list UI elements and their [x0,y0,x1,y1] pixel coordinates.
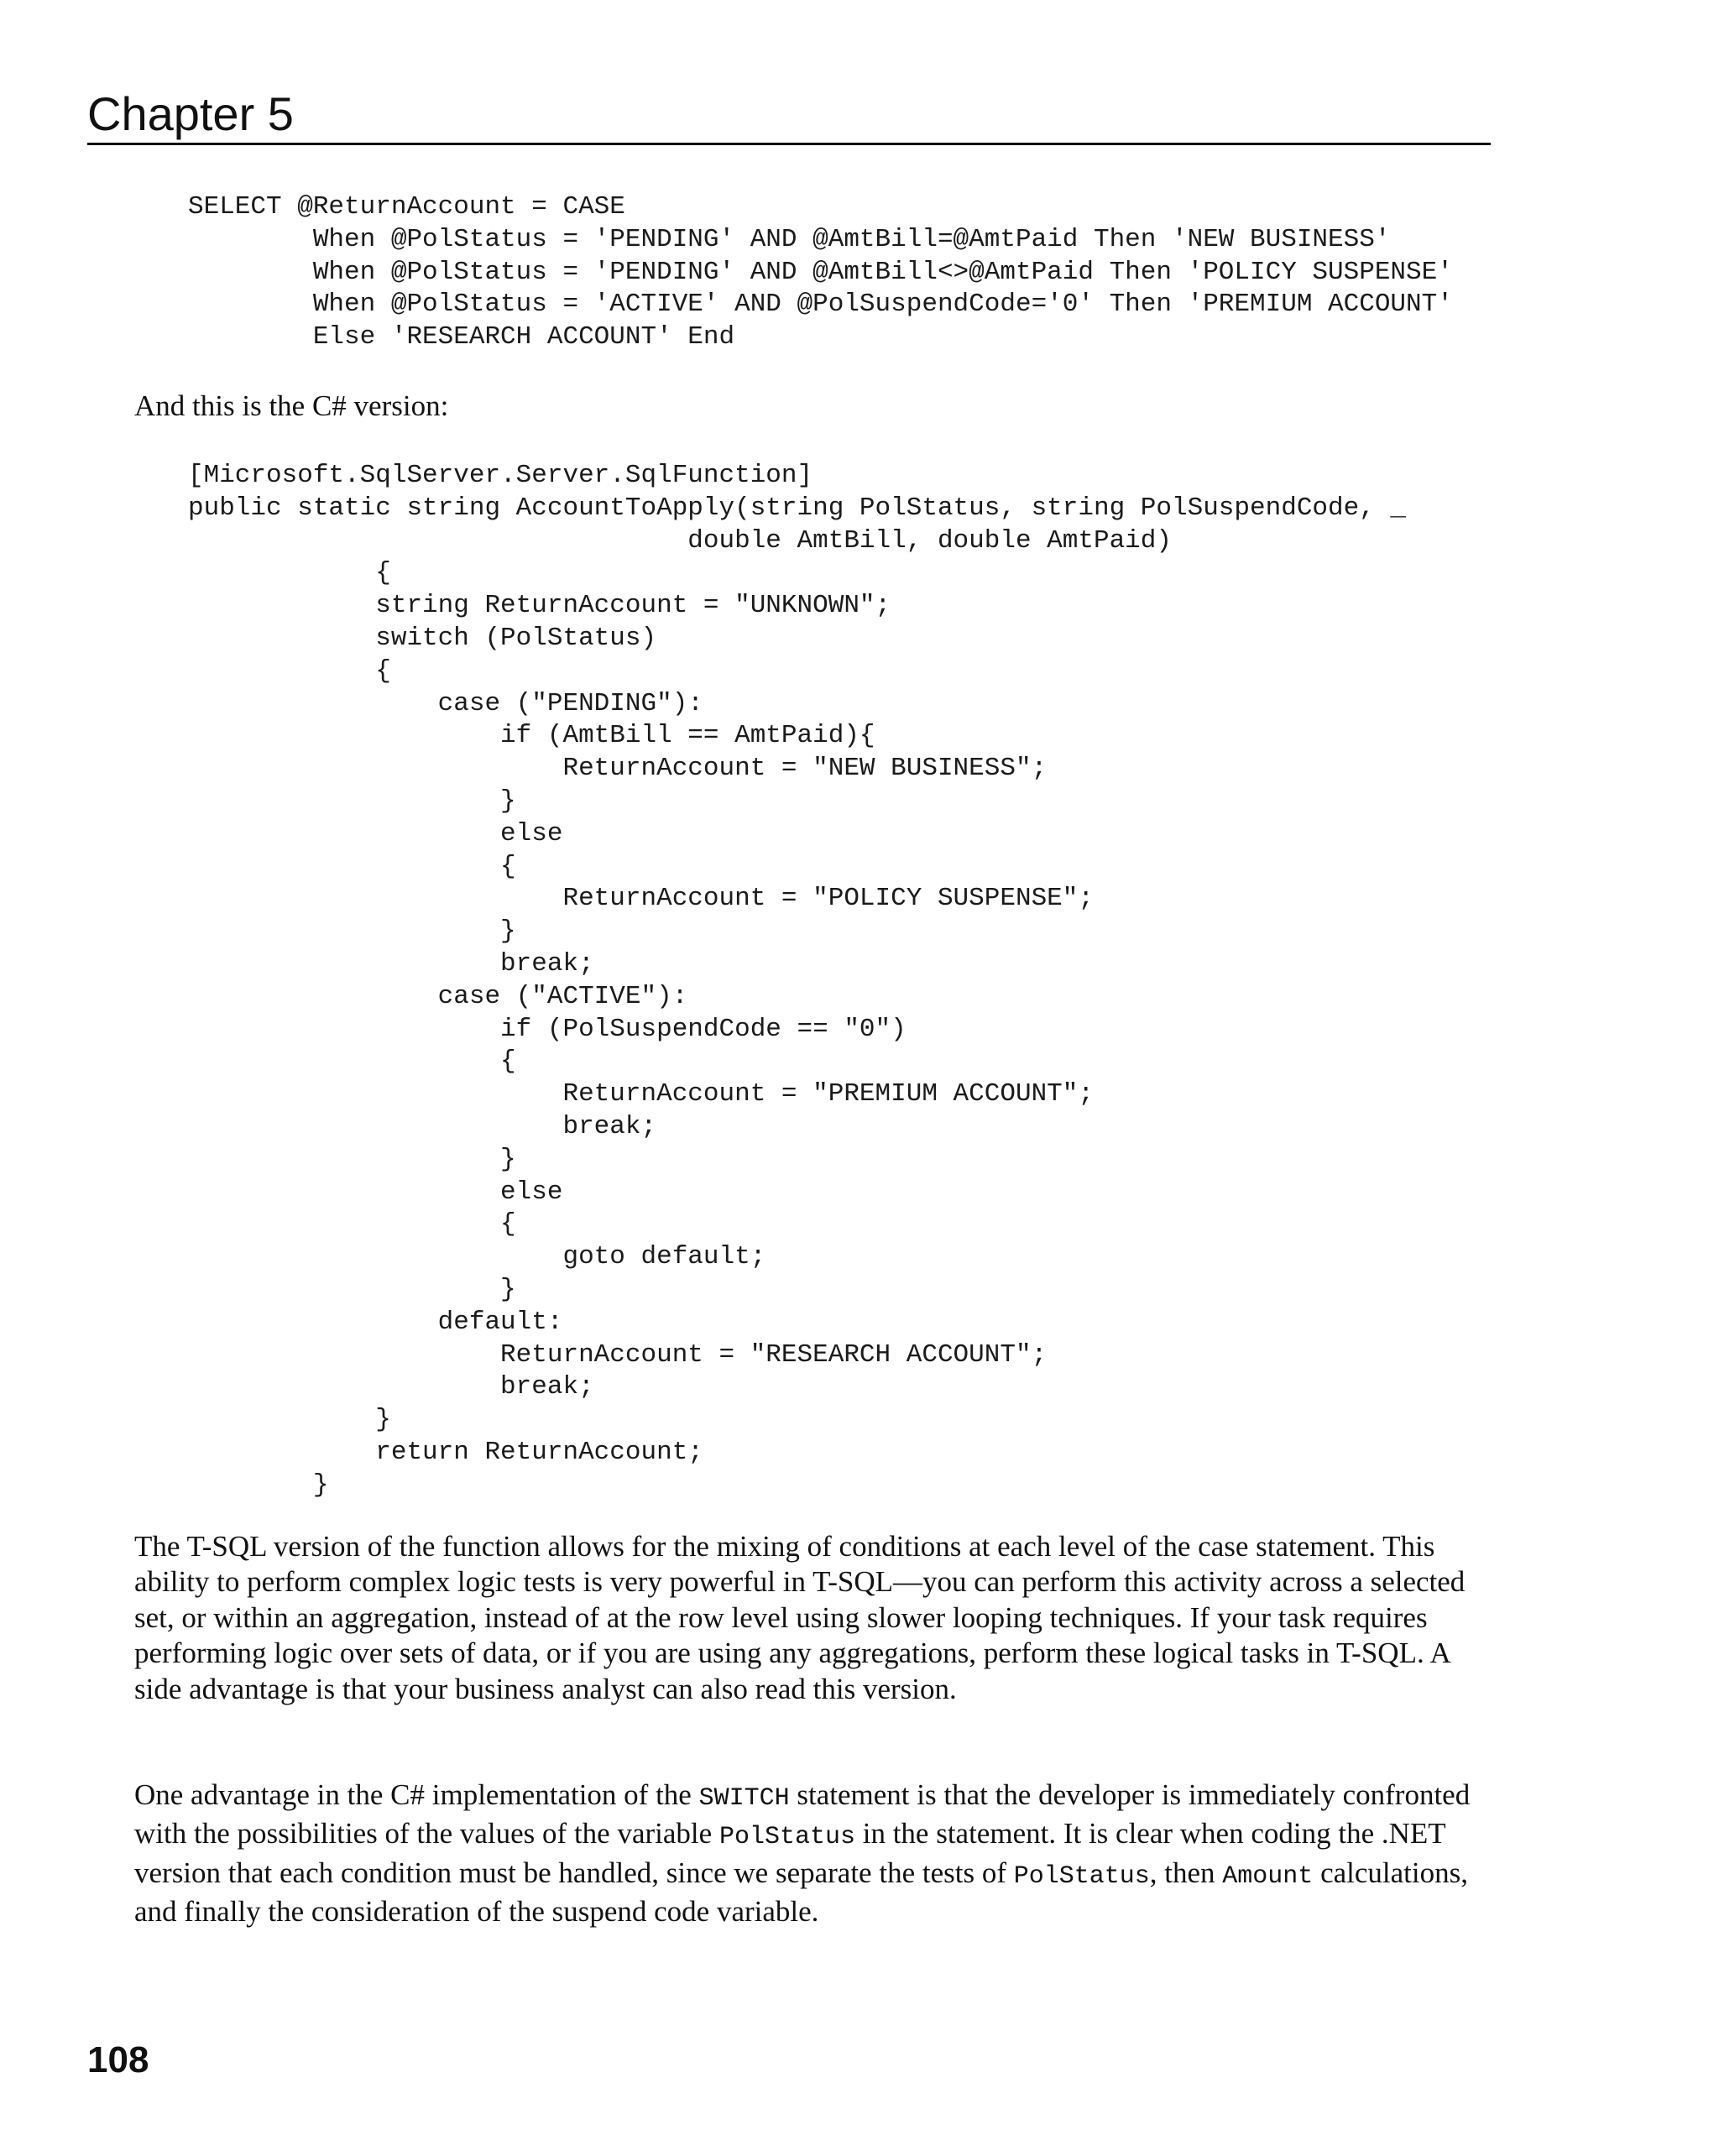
code-line: if (AmtBill == AmtPaid){ [188,721,875,751]
code-line: { [188,851,516,881]
code-line: goto default; [188,1242,766,1272]
body-paragraph-csharp [134,1778,1494,1930]
chapter-title: Chapter 5 [87,87,294,140]
inline-code-switch: SWITCH [698,1784,790,1813]
code-line: } [188,1274,516,1304]
paragraph-text: statement is that the developer is immediately confronted with the possibilities of the values of the variable [134,1778,1471,1851]
code-line: When @PolStatus = 'PENDING' AND @AmtBill=@AmtPaid Then 'NEW BUSINESS' [188,224,1391,254]
code-line: } [188,1405,391,1435]
code-line: ReturnAccount = "RESEARCH ACCOUNT"; [188,1339,1048,1370]
sql-code-block [188,191,1453,354]
code-line: ReturnAccount = "POLICY SUSPENSE"; [188,884,1094,914]
paragraph-text: in the statement. It is clear when coding the .NET version that each condition must be handled, since we separate the tests of [134,1817,1446,1889]
code-line: public static string AccountToApply(string PolStatus, string PolSuspendCode, _ [188,493,1407,523]
code-line: break; [188,1111,657,1141]
body-paragraph-tsql: The T-SQL version of the function allows for the mixing of conditions at each level of the case statement. This ability to perform complex logic tests is very powerful in T-SQL—you can perform this activity across a selected set, or within an aggregation, instead of at the row level using slower looping techniques. If your task requires performing logic over sets of data, or if you are using any aggregations, perform these logical tasks in T-SQL. A side advantage is that your business analyst can also read this version. [134,1530,1466,1705]
code-line: break; [188,1372,594,1402]
code-line: return ReturnAccount; [188,1437,703,1467]
inline-code-polstatus: PolStatus [718,1823,855,1852]
code-line: ReturnAccount = "NEW BUSINESS"; [188,754,1048,784]
paragraph-text: One advantage in the C# implementation of the [134,1778,699,1811]
code-line: double AmtBill, double AmtPaid) [188,525,1172,556]
code-line: else [188,818,563,848]
paragraph-text: calculations, and finally the consideration of the suspend code variable. [134,1856,1468,1929]
code-line: } [188,786,516,816]
page-number: 108 [87,2039,149,2080]
code-line: { [188,1047,516,1077]
code-line: case ("ACTIVE"): [188,981,688,1011]
code-line: SELECT @ReturnAccount = CASE [188,192,625,222]
code-line: default: [188,1307,563,1337]
code-line: } [188,916,516,947]
intro-text: And this is the C# version: [134,389,449,422]
code-line: { [188,558,391,588]
page-header [87,82,1491,145]
code-line: if (PolSuspendCode == "0") [188,1014,907,1044]
code-line: Else 'RESEARCH ACCOUNT' End [188,322,735,352]
code-line: When @PolStatus = 'ACTIVE' AND @PolSuspendCode='0' Then 'PREMIUM ACCOUNT' [188,290,1453,320]
inline-code-polstatus: PolStatus [1013,1861,1150,1891]
code-line: switch (PolStatus) [188,623,657,653]
code-line: else [188,1177,563,1207]
csharp-code-block [188,460,1406,1502]
code-line: ReturnAccount = "PREMIUM ACCOUNT"; [188,1079,1094,1109]
inline-code-amount: Amount [1222,1861,1314,1891]
code-line: } [188,1144,516,1174]
code-line: { [188,655,391,686]
code-line: break; [188,948,594,979]
code-line: case ("PENDING"): [188,688,703,718]
code-line: When @PolStatus = 'PENDING' AND @AmtBill<>@AmtPaid Then 'POLICY SUSPENSE' [188,257,1453,287]
code-line: } [188,1470,329,1500]
paragraph-text: , then [1149,1856,1223,1889]
code-line: string ReturnAccount = "UNKNOWN"; [188,591,891,621]
code-line: [Microsoft.SqlServer.Server.SqlFunction] [188,461,813,490]
code-line: { [188,1209,516,1240]
